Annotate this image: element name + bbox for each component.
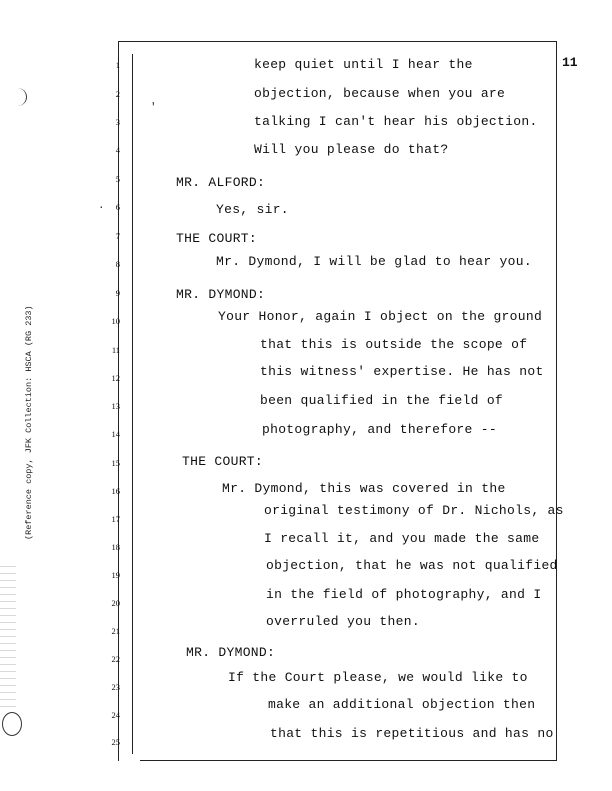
transcript-line: original testimony of Dr. Nichols, as	[264, 503, 564, 518]
line-number: 19	[111, 570, 120, 580]
transcript-line: make an additional objection then	[268, 697, 536, 712]
line-number: 22	[111, 654, 120, 664]
transcript-line: Yes, sir.	[216, 202, 289, 217]
transcript-line: I recall it, and you made the same	[264, 531, 540, 546]
transcript-line: in the field of photography, and I	[266, 587, 542, 602]
transcript-line: overruled you then.	[266, 614, 420, 629]
line-number: 6	[115, 202, 120, 212]
transcript-line: photography, and therefore --	[262, 422, 497, 437]
line-number: 11	[111, 345, 120, 355]
punch-hole-mark	[8, 88, 27, 106]
transcript-line: objection, because when you are	[254, 86, 506, 101]
line-number: 3	[115, 117, 120, 127]
line-number: 5	[115, 174, 120, 184]
line-number: 9	[115, 288, 120, 298]
page-number: 11	[562, 55, 578, 70]
line-number: 16	[111, 486, 120, 496]
transcript-line: Your Honor, again I object on the ground	[218, 309, 543, 324]
speaker-label: MR. DYMOND:	[176, 287, 266, 302]
transcript-line: If the Court please, we would like to	[228, 670, 528, 685]
line-number: 23	[111, 682, 120, 692]
speaker-label: THE COURT:	[182, 454, 264, 469]
transcript-line: Mr. Dymond, this was covered in the	[222, 481, 506, 496]
line-number: 13	[111, 401, 120, 411]
line-number: 24	[111, 710, 120, 720]
transcript-line: that this is repetitious and has no	[270, 726, 554, 741]
line-number: 10	[111, 316, 120, 326]
margin-rule-bottom	[140, 760, 556, 761]
line-number: 8	[115, 259, 120, 269]
line-number: 12	[111, 373, 120, 383]
punch-hole-mark	[2, 712, 22, 736]
line-number: 4	[115, 145, 120, 155]
line-number: 25	[111, 737, 120, 747]
stray-mark: '	[150, 102, 157, 114]
line-number: 1	[115, 60, 120, 70]
line-number: 18	[111, 542, 120, 552]
line-number: 2	[115, 89, 120, 99]
line-number: 15	[111, 458, 120, 468]
transcript-line: Mr. Dymond, I will be glad to hear you.	[216, 254, 532, 269]
line-number: 7	[115, 231, 120, 241]
transcript-line: that this is outside the scope of	[260, 337, 528, 352]
transcript-line: this witness' expertise. He has not	[260, 364, 544, 379]
stray-mark: .	[98, 200, 105, 212]
margin-rule-right	[556, 41, 557, 761]
speaker-label: MR. DYMOND:	[186, 645, 276, 660]
speaker-label: MR. ALFORD:	[176, 175, 266, 190]
margin-rule-left-inner	[132, 54, 133, 754]
line-number: 14	[111, 429, 120, 439]
transcript-line: been qualified in the field of	[260, 393, 504, 408]
transcript-line: talking I can't hear his objection.	[254, 114, 538, 129]
line-number: 21	[111, 626, 120, 636]
speaker-label: THE COURT:	[176, 231, 258, 246]
margin-rule-top	[118, 41, 556, 42]
transcript-line: objection, that he was not qualified	[266, 558, 558, 573]
transcript-line: Will you please do that?	[254, 142, 449, 157]
archive-side-note: (Reference copy, JFK Collection: HSCA (RG 233)	[24, 305, 34, 540]
line-number: 17	[111, 514, 120, 524]
scan-edge-smudge	[0, 560, 16, 710]
line-number: 20	[111, 598, 120, 608]
transcript-line: keep quiet until I hear the	[254, 57, 473, 72]
